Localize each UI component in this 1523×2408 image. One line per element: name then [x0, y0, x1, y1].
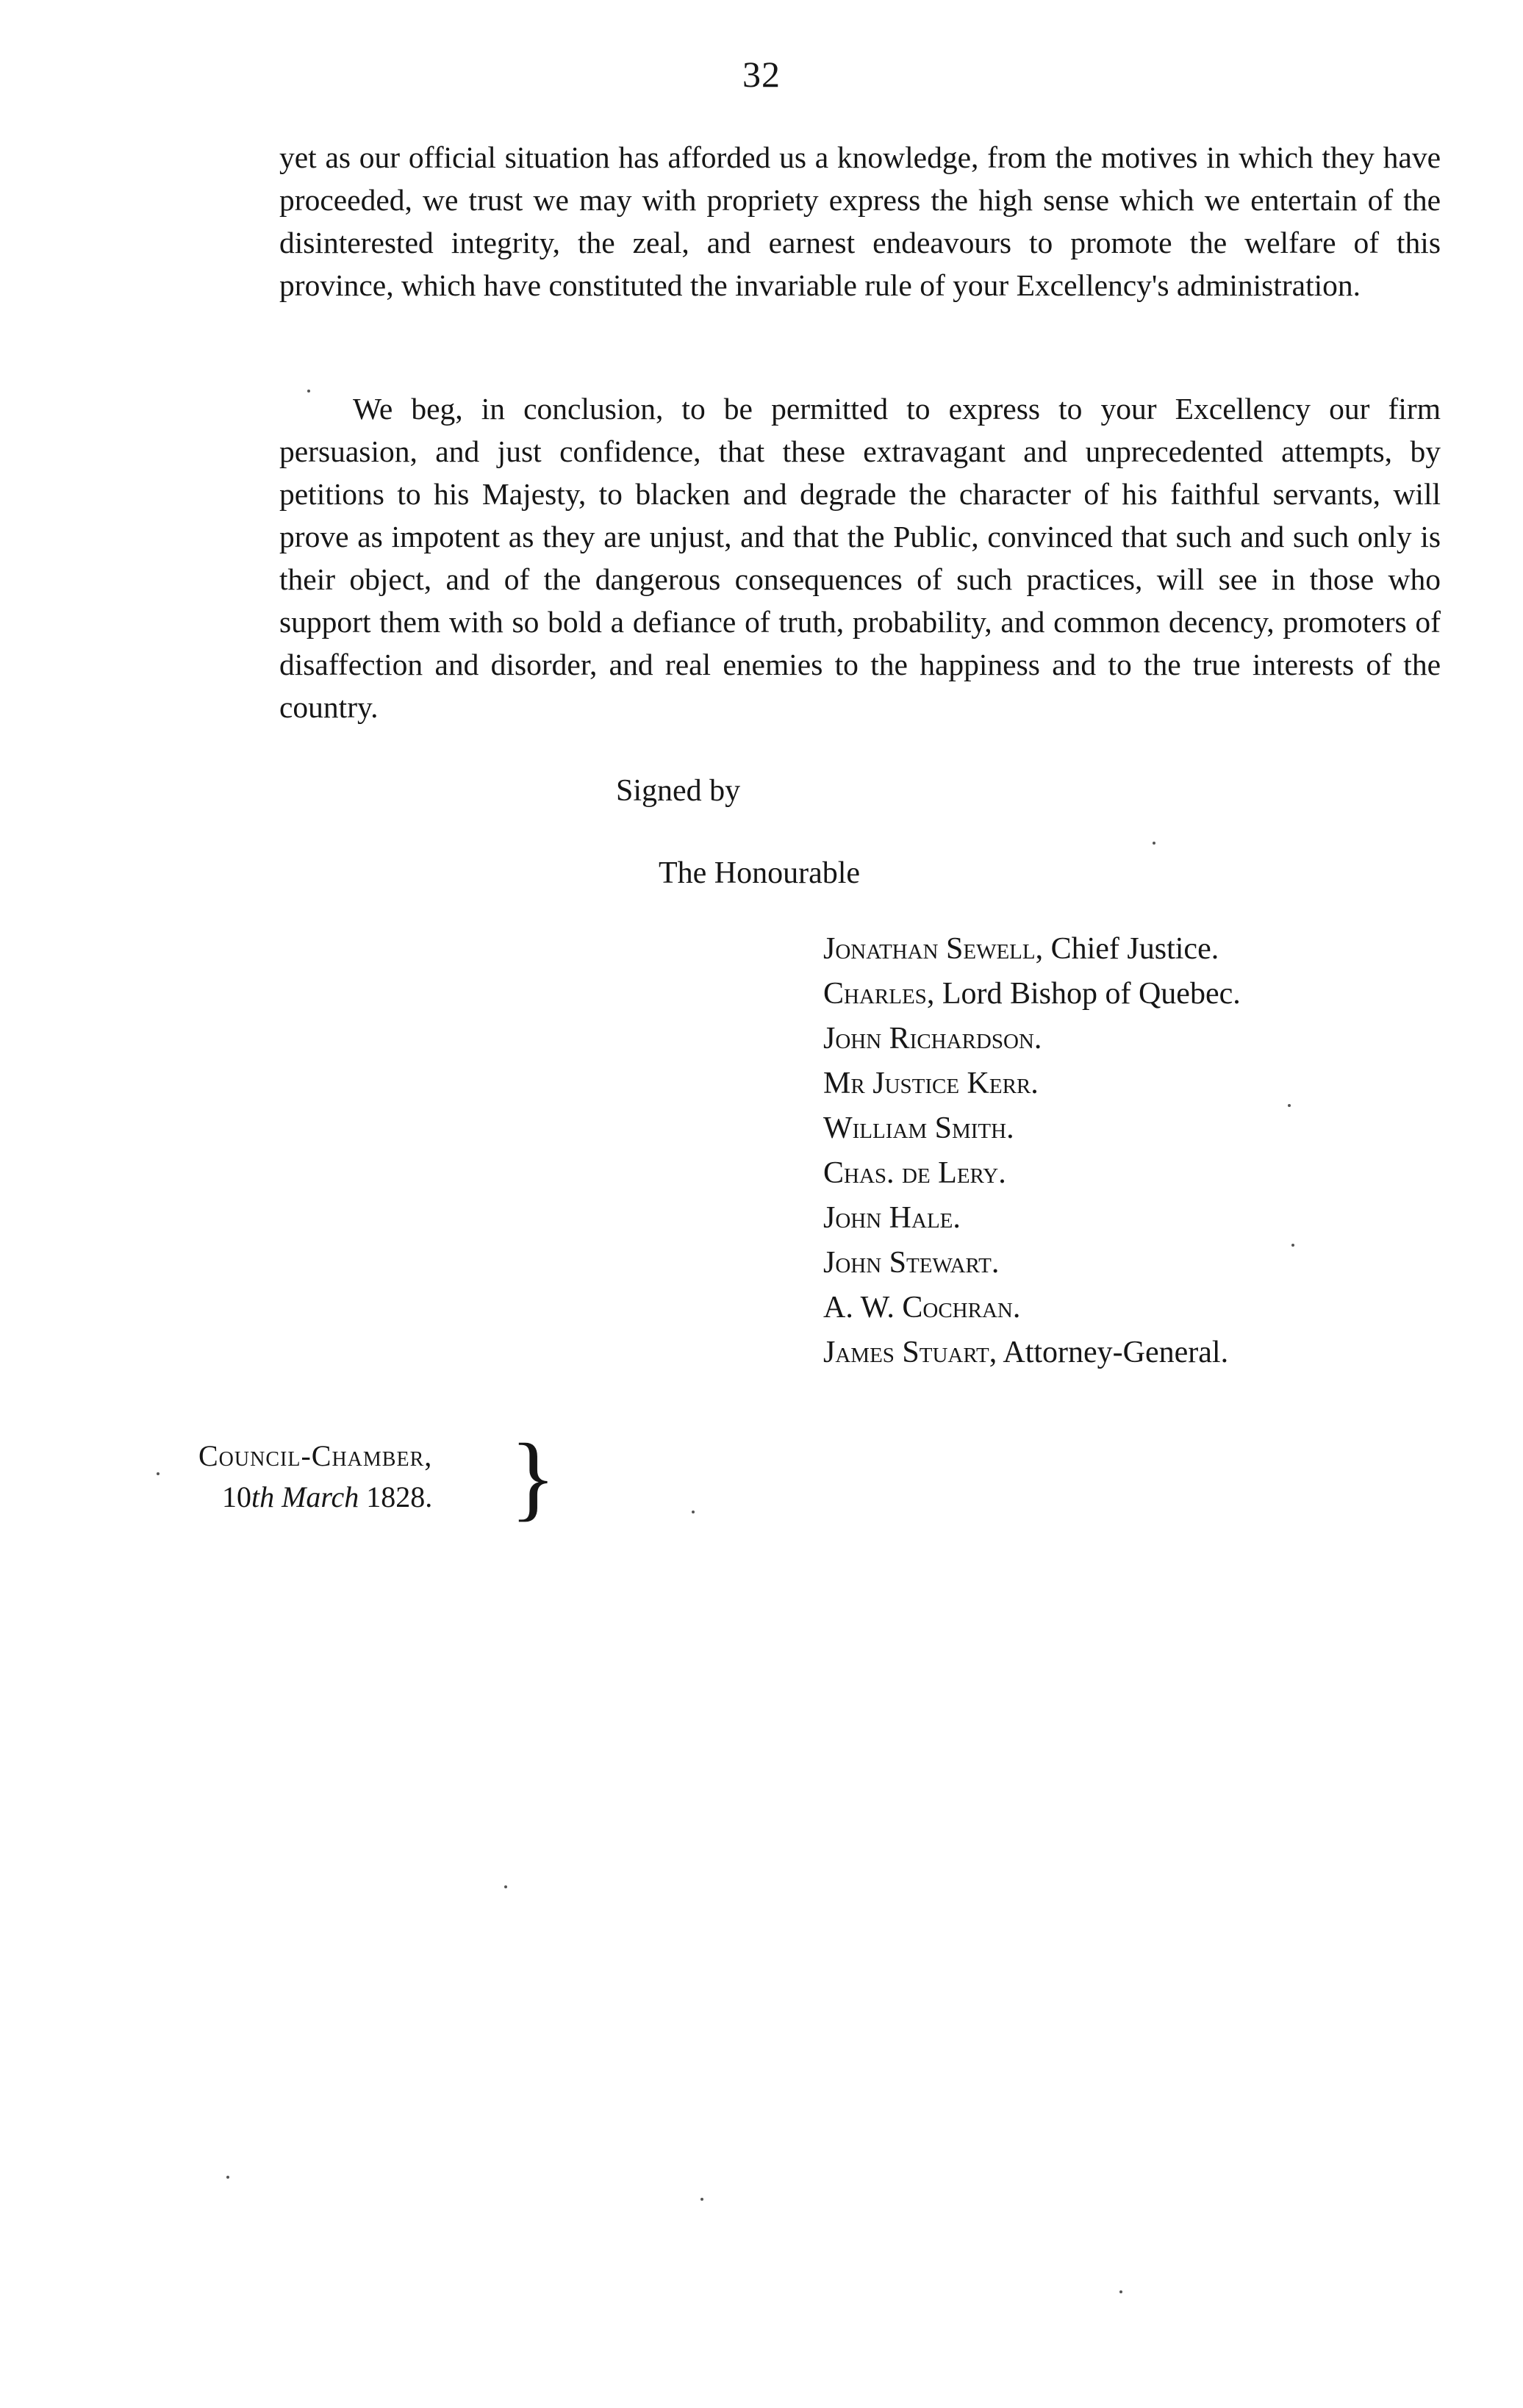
signatory-list: [823, 927, 1241, 1375]
place-and-date: [198, 1436, 432, 1518]
scan-speck: [1291, 1244, 1294, 1247]
brace-mark: }: [510, 1425, 556, 1530]
scan-speck: [700, 2198, 703, 2201]
scan-speck: [504, 1885, 507, 1888]
scan-speck: [157, 1472, 160, 1475]
signatory-cochran: A. W. Cochran.: [823, 1291, 1021, 1325]
page-number: 32: [742, 54, 781, 95]
signatory-richardson: John Richardson.: [823, 1022, 1042, 1056]
date-label: 10th March 1828.: [221, 1480, 433, 1513]
signatory-de-lery: Chas. de Lery.: [823, 1156, 1006, 1190]
scan-speck: [226, 2176, 229, 2179]
scan-speck: [307, 390, 310, 393]
signatory-stewart: John Stewart.: [823, 1246, 1000, 1280]
scan-speck: [692, 1511, 695, 1513]
signatory-stuart: James Stuart, Attorney-General.: [823, 1336, 1229, 1369]
signatory-hale: John Hale.: [823, 1201, 961, 1235]
body-paragraph-1: yet as our official situation has afforded us a knowledge, from the motives in which they have proceeded, we trust we may with propriety express the high sense which we entertain of the disinterested integrity, the zeal, and earnest endeavours to promote the welfare of this province, which have constituted the invariable rule of your Excellency's administration.: [279, 140, 1441, 302]
signatory-sewell: Jonathan Sewell, Chief Justice.: [823, 932, 1219, 966]
signatory-smith: William Smith.: [823, 1111, 1014, 1145]
scan-speck: [1153, 842, 1155, 845]
scan-speck: [1119, 2290, 1122, 2293]
body-paragraph-2: We beg, in conclusion, to be permitted to express to your Excellency our firm persuasion, and just confidence, that these extravagant and unprecedented attempts, by petitions to his Majesty, to blacken and degrade the character of his faithful servants, will prove as impotent as they are unjust, and that the Public, convinced that such and such only is their object, and of the dangerous consequences of such practices, will see in those who support them with so bold a defiance of truth, probability, and common decency, promoters of disaffection and disorder, and real enemies to the happiness and to the true interests of the country.: [279, 392, 1441, 724]
honourable-label: The Honourable: [659, 856, 861, 890]
signatory-charles: Charles, Lord Bishop of Quebec.: [823, 977, 1241, 1011]
signatory-kerr: Mr Justice Kerr.: [823, 1067, 1039, 1100]
scan-speck: [1288, 1104, 1291, 1107]
place-label: Council-Chamber,: [198, 1439, 433, 1472]
signed-by-label: Signed by: [616, 774, 741, 808]
